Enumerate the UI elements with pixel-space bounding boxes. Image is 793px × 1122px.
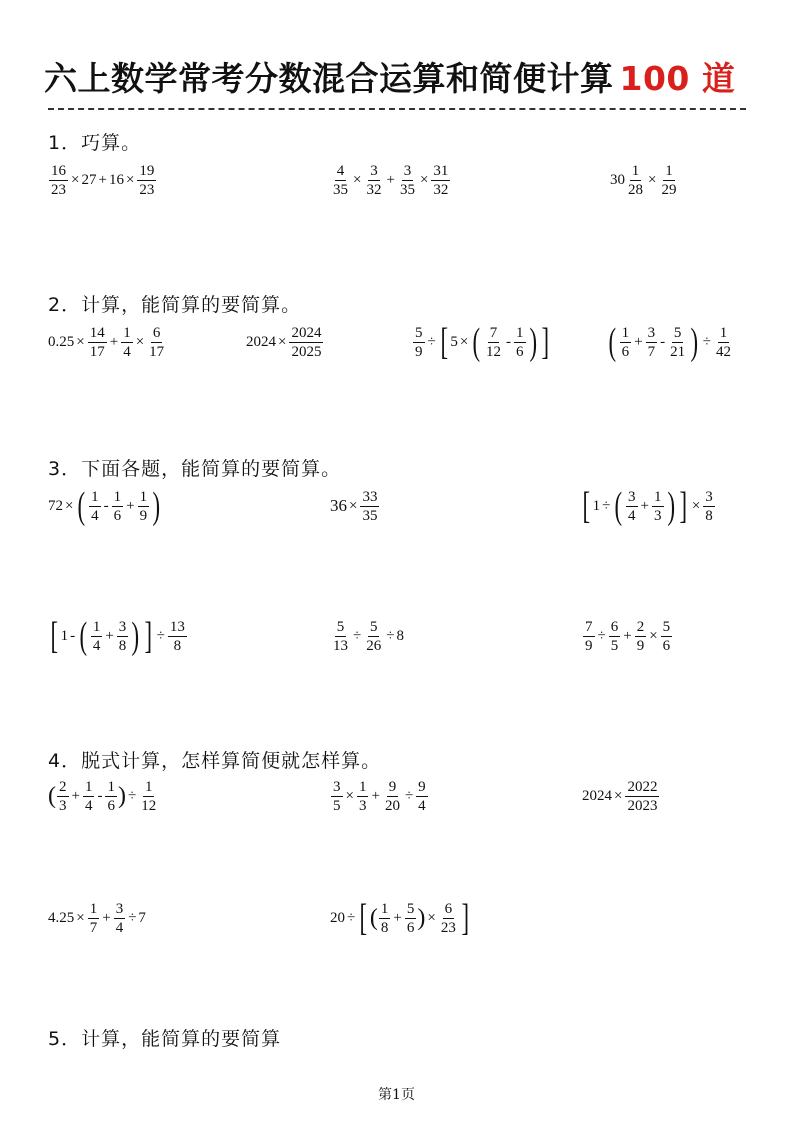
fraction: $\frac{5}{26}$ [366, 618, 382, 654]
fraction: $\frac{6}{5}$ [610, 618, 619, 654]
problem-4-1: ( $\frac{2}{3}$ + $\frac{1}{4}$ - $\frac{1}{6}$ ) ÷ $\frac{1}{12}$ [48, 778, 157, 814]
problem-2-1: 0.25 × $\frac{14}{17}$ + $\frac{1}{4}$ × $\frac{6}{17}$ [48, 324, 165, 360]
fraction: $\frac{1}{9}$ [139, 488, 148, 524]
fraction: $\frac{1}{7}$ [89, 900, 98, 936]
problem-2-3: $\frac{5}{9}$ ÷ [ 5 × ( $\frac{7}{12}$ - $\frac{1}{6}$ ) ] [415, 321, 550, 363]
fraction: $\frac{7}{12}$ [486, 324, 502, 360]
fraction: $\frac{5}{9}$ [415, 324, 423, 360]
fraction: $\frac{1}{3}$ [654, 488, 662, 524]
problem-3-3: [ 1 ÷ ( $\frac{3}{4}$ + $\frac{1}{3}$ ) ] × $\frac{3}{8}$ [582, 485, 713, 527]
fraction: $\frac{3}{8}$ [705, 488, 713, 524]
problem-1-3: 30 $\frac{1}{28}$ × $\frac{1}{29}$ [610, 162, 677, 198]
fraction: $\frac{1}{4}$ [84, 778, 93, 814]
fraction: $\frac{19}{23}$ [139, 162, 155, 198]
fraction: $\frac{1}{6}$ [516, 324, 524, 360]
section-3-heading: 3．下面各题，能简算的要简算。 [48, 458, 342, 480]
fraction: $\frac{1}{28}$ [628, 162, 643, 198]
section-4-heading: 4．脱式计算，怎样算简便就怎样算。 [48, 750, 382, 772]
problem-3-2: 36 × $\frac{33}{35}$ [330, 488, 378, 524]
fraction: $\frac{5}{6}$ [406, 900, 415, 936]
fraction: $\frac{4}{35}$ [333, 162, 348, 198]
problem-4-5: 20 ÷ [ ( $\frac{1}{8}$ + $\frac{5}{6}$ ) × $\frac{6}{23}$ ] [330, 897, 469, 939]
fraction: $\frac{1}{42}$ [716, 324, 732, 360]
problem-3-1: 72 × ( $\frac{1}{4}$ - $\frac{1}{6}$ + $\frac{1}{9}$ ) [48, 485, 161, 527]
fraction: $\frac{5}{21}$ [670, 324, 686, 360]
fraction: $\frac{2}{3}$ [59, 778, 67, 814]
problem-3-5: $\frac{5}{13}$ ÷ $\frac{5}{26}$ ÷ 8 [333, 618, 404, 654]
fraction: $\frac{1}{6}$ [113, 488, 122, 524]
fraction: $\frac{31}{32}$ [433, 162, 449, 198]
fraction: $\frac{13}{8}$ [169, 618, 185, 654]
fraction: $\frac{16}{23}$ [51, 162, 66, 198]
fraction: $\frac{2024}{2025}$ [291, 324, 322, 360]
page-number: 第1页 [378, 1087, 415, 1103]
page-title: 六上数学常考分数混合运算和简便计算 100 道 [44, 59, 736, 98]
fraction: $\frac{3}{7}$ [647, 324, 656, 360]
problem-4-2: $\frac{3}{5}$ × $\frac{1}{3}$ + $\frac{9}{20}$ ÷ $\frac{9}{4}$ [333, 778, 426, 814]
fraction: $\frac{6}{17}$ [149, 324, 165, 360]
fraction: $\frac{14}{17}$ [89, 324, 105, 360]
problem-1-2: $\frac{4}{35}$ × $\frac{3}{32}$ + $\frac{3}{35}$ × $\frac{31}{32}$ [333, 162, 449, 198]
problem-2-2: 2024 × $\frac{2024}{2025}$ [246, 324, 322, 360]
title-count: 100 道 [619, 59, 736, 98]
fraction: $\frac{1}{12}$ [141, 778, 157, 814]
fraction: $\frac{3}{8}$ [118, 618, 127, 654]
problem-3-4: [ 1 - ( $\frac{1}{4}$ + $\frac{3}{8}$ ) ] ÷ $\frac{13}{8}$ [50, 615, 185, 657]
fraction: $\frac{3}{35}$ [399, 162, 415, 198]
problem-4-3: 2024 × $\frac{2022}{2023}$ [582, 778, 658, 814]
section-5-heading: 5．计算，能简算的要简算 [48, 1028, 282, 1050]
fraction: $\frac{3}{4}$ [628, 488, 636, 524]
fraction: $\frac{2022}{2023}$ [627, 778, 658, 814]
fraction: $\frac{1}{4}$ [91, 488, 99, 524]
fraction: $\frac{5}{6}$ [662, 618, 671, 654]
fraction: $\frac{3}{32}$ [366, 162, 382, 198]
fraction: $\frac{7}{9}$ [585, 618, 593, 654]
fraction: $\frac{1}{4}$ [92, 618, 101, 654]
fraction: $\frac{1}{8}$ [380, 900, 389, 936]
fraction: $\frac{1}{29}$ [661, 162, 677, 198]
fraction: $\frac{1}{6}$ [621, 324, 630, 360]
fraction: $\frac{5}{13}$ [333, 618, 348, 654]
fraction: $\frac{33}{35}$ [362, 488, 378, 524]
section-2-heading: 2．计算，能简算的要简算。 [48, 294, 302, 316]
problem-2-4: ( $\frac{1}{6}$ + $\frac{3}{7}$ - $\frac{5}{21}$ ) ÷ $\frac{1}{42}$ [608, 321, 732, 363]
fraction: $\frac{1}{4}$ [123, 324, 131, 360]
fraction: $\frac{9}{4}$ [418, 778, 426, 814]
fraction: $\frac{1}{6}$ [107, 778, 115, 814]
fraction: $\frac{6}{23}$ [440, 900, 456, 936]
problem-1-1: $\frac{16}{23}$ × 27 + 16 × $\frac{19}{23}$ [51, 162, 155, 198]
problem-3-6: $\frac{7}{9}$ ÷ $\frac{6}{5}$ + $\frac{2}{9}$ × $\frac{5}{6}$ [585, 618, 671, 654]
fraction: $\frac{1}{3}$ [358, 778, 367, 814]
problem-4-4: 4.25 × $\frac{1}{7}$ + $\frac{3}{4}$ ÷ 7 [48, 900, 146, 936]
fraction: $\frac{3}{5}$ [333, 778, 341, 814]
section-1-heading: 1．巧算。 [48, 132, 142, 154]
fraction: $\frac{3}{4}$ [115, 900, 124, 936]
fraction: $\frac{9}{20}$ [384, 778, 400, 814]
fraction: $\frac{2}{9}$ [636, 618, 645, 654]
title-divider [48, 108, 746, 110]
